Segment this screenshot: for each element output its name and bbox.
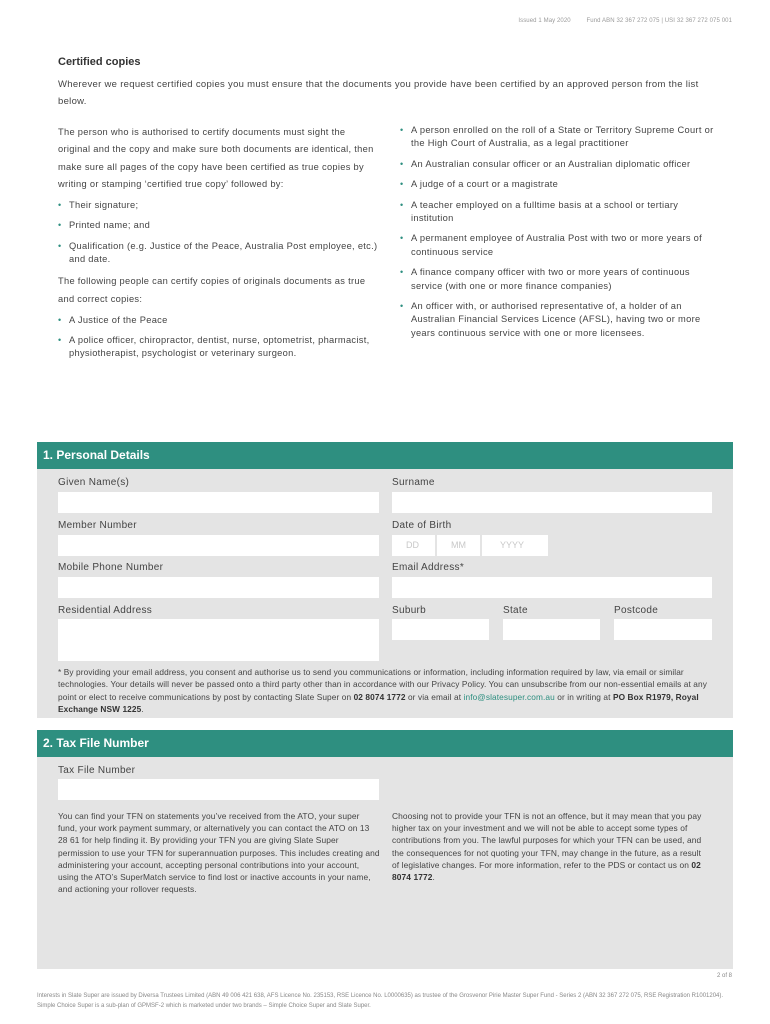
dob-label: Date of Birth xyxy=(392,520,452,531)
email-label: Email Address* xyxy=(392,562,465,573)
certified-copies-title: Certified copies xyxy=(58,56,141,68)
dob-day-field[interactable]: DD xyxy=(392,535,435,556)
tfn-label: Tax File Number xyxy=(58,765,136,776)
email-consent-note xyxy=(58,666,718,715)
postcode-label: Postcode xyxy=(614,605,659,616)
given-names-label: Given Name(s) xyxy=(58,477,130,488)
tfn-right-end: . xyxy=(432,872,435,883)
certified-right-column xyxy=(400,124,720,347)
state-field[interactable] xyxy=(503,619,600,640)
address-label: Residential Address xyxy=(58,605,153,616)
tfn-right-text: Choosing not to provide your TFN is not an offence, but it may mean that you pay higher tax on your investment and we will not be able to accept some types of contributions from you. The lawful purposes for which your TFN can be used, and the consequences for not quoting your TFN, may change in the future, as a result of legislative changes. For more information, refer to the PDS or contact us on xyxy=(392,811,702,870)
note-text-2: or via email at xyxy=(405,691,464,702)
issued-date: Issued 1 May 2020 xyxy=(518,18,571,24)
note-postal-address: PO Box R1979, Royal Exchange NSW 1225 xyxy=(58,691,699,714)
list-item: • A finance company officer with two or more years of continuous service (with one or more finance companies) xyxy=(400,266,720,293)
suburb-field[interactable] xyxy=(392,619,489,640)
certified-copies-intro: Wherever we request certified copies you must ensure that the documents you provide have been certified by an approved person from the list below. xyxy=(58,79,699,107)
list-item: • Printed name; and xyxy=(58,219,378,232)
fund-numbers: Fund ABN 32 367 272 075 | USI 32 367 272 075 001 xyxy=(586,18,732,24)
given-names-field[interactable] xyxy=(58,492,379,513)
tfn-heading: 2. Tax File Number xyxy=(37,730,733,757)
member-number-field[interactable] xyxy=(58,535,379,556)
certify-instructions: The person who is authorised to certify documents must sight the original and the copy and make sure both documents are identical, then make sure all pages of the copy have been certified as true copies by writing or stamping ‘certified true copy’ followed by: xyxy=(58,127,374,189)
page-number: 2 of 8 xyxy=(716,973,732,979)
list-item: • A permanent employee of Australia Post with two or more years of continuous service xyxy=(400,232,720,259)
tfn-consequences-text xyxy=(392,810,710,883)
suburb-label: Suburb xyxy=(392,605,427,616)
certifiers-list-right xyxy=(400,124,720,340)
surname-field[interactable] xyxy=(392,492,712,513)
list-item: • A police officer, chiropractor, dentist, nurse, optometrist, pharmacist, physiotherapist, psychologist or veterinary surgeon. xyxy=(58,334,378,361)
list-item: • An officer with, or authorised representative of, a holder of an Australian Financial Services Licence (AFSL), having two or more years continuous service with one or more licensees. xyxy=(400,300,720,340)
list-item: • A Justice of the Peace xyxy=(58,314,378,327)
dob-year-field[interactable]: YYYY xyxy=(482,535,548,556)
certify-requirements-list xyxy=(58,199,378,266)
address-field[interactable] xyxy=(58,619,379,661)
list-item: • A teacher employed on a fulltime basis at a school or tertiary institution xyxy=(400,199,720,226)
mobile-label: Mobile Phone Number xyxy=(58,562,164,573)
list-item: • Their signature; xyxy=(58,199,378,212)
list-item: • A person enrolled on the roll of a State or Territory Supreme Court or the High Court of Australia, as a legal practitioner xyxy=(400,124,720,151)
certified-left-column xyxy=(58,124,378,368)
state-label: State xyxy=(503,605,528,616)
footer-disclaimer: Interests in Slate Super are issued by Diversa Trustees Limited (ABN 49 006 421 638, AFS Licence No. 235153, RSE Licence No. L0000635) as trustee of the Grosvenor Pirie Master Super Fund - Series 2 (ABN 32 367 272 075, RSE Registration R1001204). Simple Choice Super is a sub-plan of GPMSF-2 which is marketed under two brands – Simple Choice Super and Slate Super. xyxy=(37,993,724,1009)
email-field[interactable] xyxy=(392,577,712,598)
note-text-3: or in writing at xyxy=(554,691,613,702)
note-email-link[interactable]: info@slatesuper.com.au xyxy=(463,691,555,702)
document-header xyxy=(504,18,732,24)
list-item: • A judge of a court or a magistrate xyxy=(400,178,720,191)
tfn-field[interactable] xyxy=(58,779,379,800)
certifiers-list-left xyxy=(58,314,378,361)
note-phone: 02 8074 1772 xyxy=(353,691,406,702)
dob-month-field[interactable]: MM xyxy=(437,535,480,556)
note-text-1: * By providing your email address, you consent and authorise us to send you communications or information, including information required by law, via email or similar technologies. Your details will never be passed onto a third party other than in accordance with our Privacy Policy. You can unsubscribe from our non-essential emails at any point or elect to receive communications by post by contacting Slate Super on xyxy=(58,667,707,702)
personal-details-heading: 1. Personal Details xyxy=(37,442,733,469)
list-item: • Qualification (e.g. Justice of the Peace, Australia Post employee, etc.) and date. xyxy=(58,240,378,267)
certifiers-intro: The following people can certify copies of originals documents as true and correct copies: xyxy=(58,276,366,304)
member-number-label: Member Number xyxy=(58,520,137,531)
tfn-info-text: You can find your TFN on statements you’ve received from the ATO, your super fund, your work payment summary, or alternatively you can contact the ATO on 13 28 61 for help finding it. By providing your TFN you are giving Slate Super permission to use your TFN for superannuation purposes. This includes creating and administering your account, accepting personal contributions into your account, using the ATO’s SuperMatch service to find lost or inactive accounts in your name, and actioning your rollover requests. xyxy=(58,811,380,895)
note-end: . xyxy=(141,703,144,714)
surname-label: Surname xyxy=(392,477,435,488)
postcode-field[interactable] xyxy=(614,619,712,640)
list-item: • An Australian consular officer or an Australian diplomatic officer xyxy=(400,158,720,171)
mobile-field[interactable] xyxy=(58,577,379,598)
tfn-phone: 02 8074 1772 xyxy=(392,859,701,883)
